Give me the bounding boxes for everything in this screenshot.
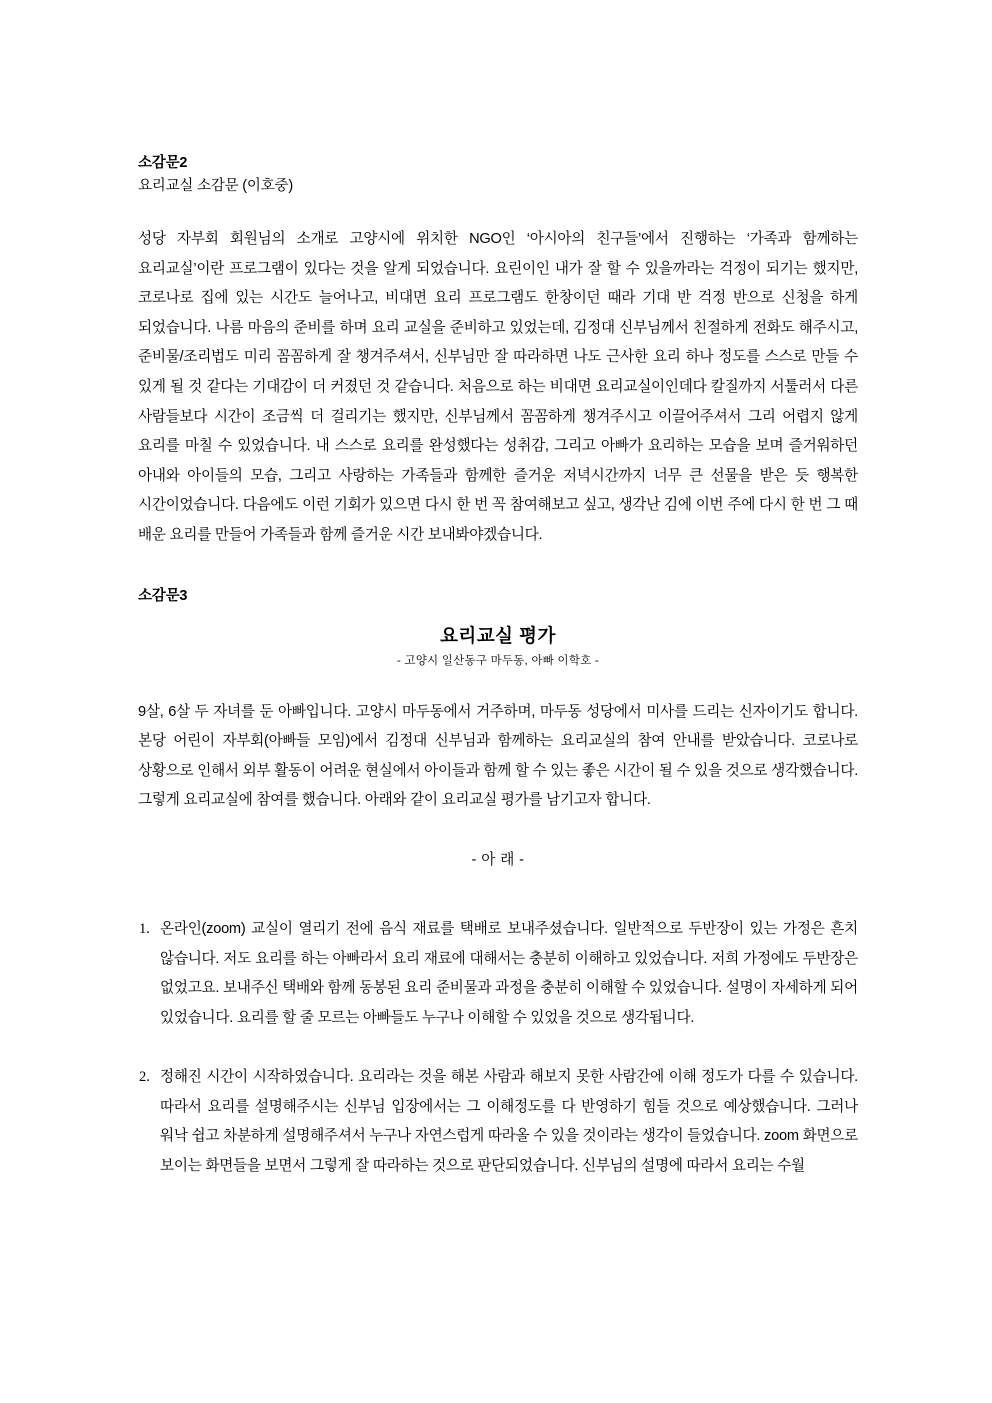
essay3-intro-paragraph: 9살, 6살 두 자녀를 둔 아빠입니다. 고양시 마두동에서 거주하며, 마두동 성당에서 미사를 드리는 신자이기도 합니다. 본당 어린이 자부회(아빠들 모임)에서 김정대 신부님과 함께하는 요리교실의 참여 안내를 받았습니다. 코로나로 상황으로 인해서 외부 활동이 어려운 현실에서 아이들과 함께 할 수 있는 좋은 시간이 될 수 있을 것으로 생각했습니다. 그렇게 요리교실에 참여를 했습니다. 아래와 같이 요리교실 평가를 남기고자 합니다. <box>138 703 858 809</box>
essay2-section-label: 소감문2 <box>138 155 188 171</box>
spacer-before-essay3-title <box>138 607 858 621</box>
essay2-section-subtitle: 요리교실 소감문 (이호중) <box>138 178 293 194</box>
page-content <box>138 152 858 1182</box>
essay3-byline: - 고양시 일산동구 마두동, 아빠 이학호 - <box>397 654 599 667</box>
list-item-text: 온라인(zoom) 교실이 열리기 전에 음식 재료를 택배로 보내주셨습니다. 일반적으로 두반장이 있는 가정은 흔치 않습니다. 저도 요리를 하는 아빠라서 요리 재료에 대해서는 충분히 이해하고 있었습니다. 저희 가정에도 두반장은 없었고요. 보내주신 택배와 함께 동봉된 요리 준비물과 과정을 충분히 이해할 수 있었습니다. 설명이 자세하게 되어 있었습니다. 요리를 할 줄 모르는 아빠들도 누구나 이해할 수 있었을 것으로 생각됩니다. <box>160 920 858 1026</box>
spacer-before-below-marker <box>138 816 858 846</box>
spacer-before-list <box>138 874 858 915</box>
list-item-marker: 2. <box>139 1069 150 1086</box>
evaluation-list <box>138 915 858 1182</box>
essay3-title: 요리교실 평가 <box>440 624 556 646</box>
spacer-before-essay3-intro <box>138 671 858 698</box>
essay3-section-label: 소감문3 <box>138 587 188 604</box>
list-item-marker: 1. <box>139 920 150 937</box>
essay2-body-paragraph: 성당 자부회 회원님의 소개로 고양시에 위치한 NGO인 ‘아시아의 친구들’에서 진행하는 ‘가족과 함께하는 요리교실’이란 프로그램이 있다는 것을 알게 되었습니다. 요린이인 내가 잘 할 수 있을까라는 걱정이 되기는 했지만, 코로나로 집에 있는 시간도 늘어나고, 비대면 요리 프로그램도 한창이던 때라 기대 반 걱정 반으로 신청을 하게 되었습니다. 나름 마음의 준비를 하며 요리 교실을 준비하고 있었는데, 김정대 신부님께서 친절하게 전화도 해주시고, 준비물/조리법도 미리 꼼꼼하게 잘 챙겨주셔서, 신부님만 잘 따라하면 나도 근사한 요리 하나 정도를 스스로 만들 수 있게 될 것 같다는 기대감이 더 커졌던 것 같습니다. 처음으로 하는 비대면 요리교실이인데다 칼질까지 서툴러서 다른 사람들보다 시간이 조금씩 더 걸리기는 했지만, 신부님께서 꼼꼼하게 챙겨주시고 이끌어주셔서 그리 어렵지 않게 요리를 마칠 수 있었습니다. 내 스스로 요리를 완성했다는 성취감, 그리고 아빠가 요리하는 모습을 보며 즐거워하던 아내와 아이들의 모습, 그리고 사랑하는 가족들과 함께한 즐거운 저녁시간까지 너무 큰 선물을 받은 듯 행복한 시간이었습니다. 다음에도 이런 기회가 있으면 다시 한 번 꼭 참여해보고 싶고, 생각난 김에 이번 주에 다시 한 번 그 때 배운 요리를 만들어 가족들과 함께 즐거운 시간 보내봐야겠습니다. <box>138 231 858 543</box>
list-item <box>138 1063 858 1181</box>
below-marker: - 아 래 - <box>471 851 525 868</box>
spacer-between-list-items <box>138 1033 858 1063</box>
spacer-after-essay2-heading <box>138 198 858 225</box>
list-item-text: 정해진 시간이 시작하였습니다. 요리라는 것을 해본 사람과 해보지 못한 사람간에 이해 정도가 다를 수 있습니다. 따라서 요리를 설명해주시는 신부님 입장에서는 그 이해정도를 다 반영하기 힘들 것으로 예상했습니다. 그러나 워낙 쉽고 차분하게 설명해주셔서 누구나 자연스럽게 따라올 수 있을 것이라는 생각이 들었습니다. zoom 화면으로 보이는 화면들을 보면서 그렇게 잘 따라하는 것으로 판단되었습니다. 신부님의 설명에 따라서 요리는 수월 <box>160 1069 858 1175</box>
spacer-before-essay3 <box>138 551 858 585</box>
list-item <box>138 915 858 1033</box>
